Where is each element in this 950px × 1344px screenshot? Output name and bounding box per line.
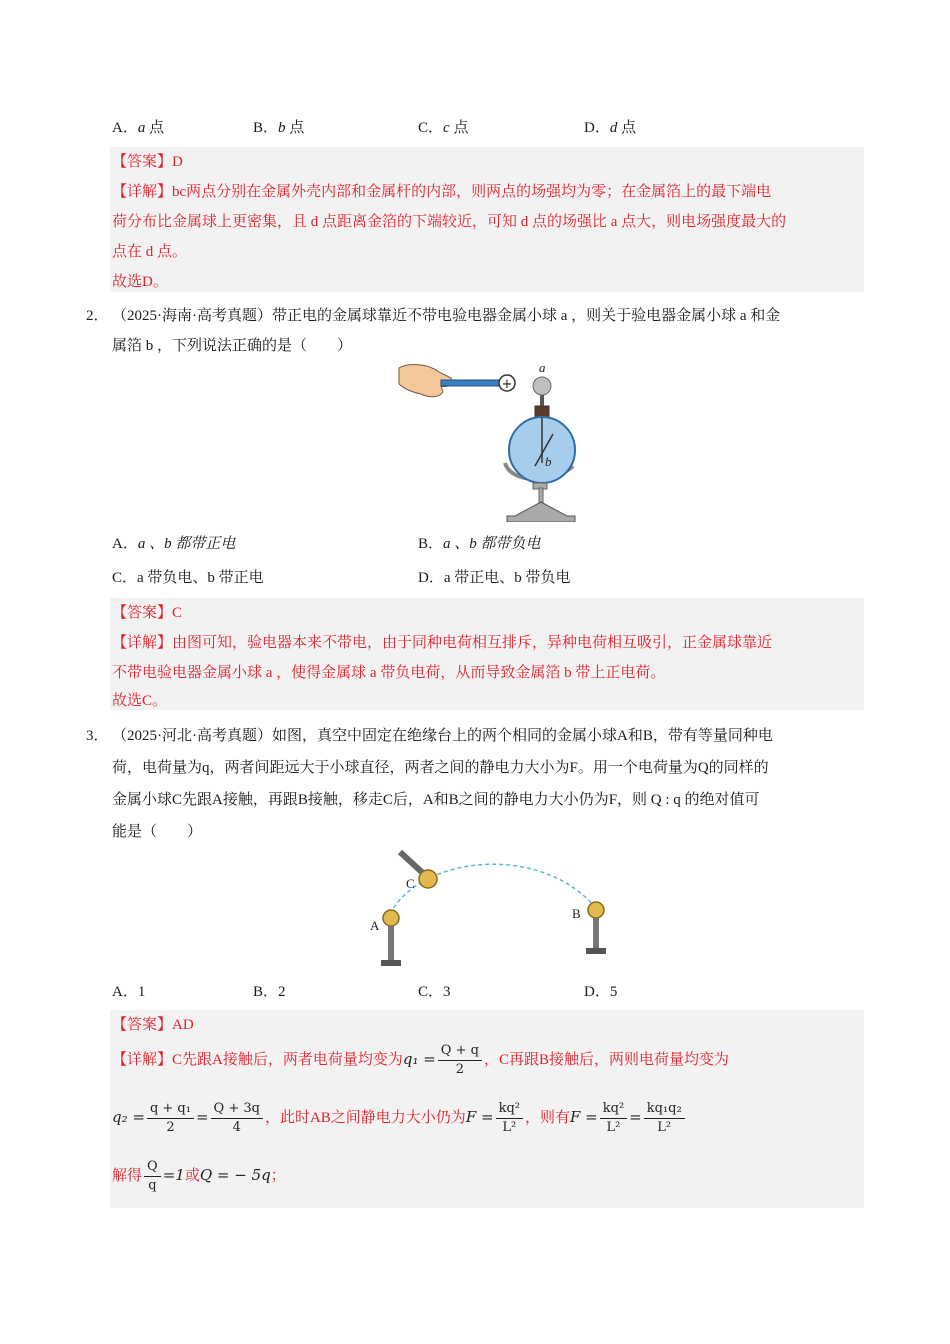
ball-a [383, 910, 399, 926]
base-feet [507, 502, 575, 522]
stand-a-post [388, 926, 394, 960]
q1-option-a[interactable]: A．a 点 [112, 120, 165, 136]
q3-number: 3． [86, 728, 109, 744]
charged-rod [441, 380, 503, 386]
q3-option-b[interactable]: B．2 [253, 984, 286, 1000]
q2-stem-line-2: 属箔 b ，下列说法正确的是（ ） [112, 338, 353, 354]
q3-stem-line-2: 荷，电荷量为q，两者间距远大于小球直径，两者之间的静电力大小为F。用一个电荷量为Q的同样的 [112, 760, 769, 776]
q1-option-c[interactable]: C．c 点 [418, 120, 469, 136]
q3-option-a[interactable]: A．1 [112, 984, 146, 1000]
ball-b [588, 902, 604, 918]
q2-number: 2． [86, 308, 109, 324]
q3-spheres-figure [360, 846, 620, 970]
q1-conclusion: 故选D。 [112, 274, 168, 290]
q2-answer-box [110, 598, 864, 710]
q2-option-c[interactable]: C．a 带负电、b 带正电 [112, 570, 264, 586]
label-a: a [539, 360, 546, 375]
q1-answer: 【答案】D [112, 154, 183, 170]
label-b: B [572, 906, 581, 921]
q2-option-b[interactable]: B．a 、b 都带负电 [418, 536, 541, 552]
q1-options [112, 116, 872, 140]
q3-detail-line-3: 解得 $\frac{Q}{q}$ =1或Q = − 5q； [112, 1159, 286, 1193]
q3-stem-line-1: （2025·河北·高考真题）如图，真空中固定在绝缘台上的两个相同的金属小球A和B，带有等量同种电 [112, 728, 773, 744]
stand-b-post [593, 918, 599, 948]
q2-option-d[interactable]: D．a 带正电、b 带负电 [418, 570, 571, 586]
label-c: C [406, 876, 415, 891]
q1-detail-line-2: 荷分布比金属球上更密集，且 d 点距离金箔的下端较近，可知 d 点的场强比 a 点大，则电场强度最大的 [112, 214, 787, 230]
stand-a-base [381, 960, 401, 966]
q1-option-d[interactable]: D．d 点 [584, 120, 637, 136]
q2-option-a[interactable]: A．a 、b 都带正电 [112, 536, 236, 552]
q2-options-row-1 [112, 532, 872, 556]
stand-b-base [586, 948, 606, 954]
q3-stem-line-4: 能是（ ） [112, 824, 203, 840]
q1-option-b[interactable]: B．b 点 [253, 120, 305, 136]
q3-options [112, 980, 872, 1004]
q2-conclusion: 故选C。 [112, 693, 168, 709]
q3-answer: 【答案】AD [112, 1017, 194, 1033]
q2-electroscope-figure [395, 358, 595, 522]
q3-stem-line-3: 金属小球C先跟A接触，再跟B接触，移走C后，A和B之间的静电力大小仍为F，则 Q : q 的绝对值可 [112, 792, 760, 808]
q2-answer: 【答案】C [112, 605, 183, 621]
label-a: A [370, 918, 380, 933]
ball-c [419, 870, 437, 888]
q3-answer-box [110, 1010, 864, 1208]
q2-options-row-2 [112, 566, 872, 590]
q1-answer-box [110, 147, 864, 292]
q3-option-d[interactable]: D．5 [584, 984, 618, 1000]
electroscope-stem [540, 395, 544, 407]
ball-a [533, 377, 551, 395]
q1-detail-line-1: 【详解】bc两点分别在金属外壳内部和金属杆的内部，则两点的场强均为零；在金属箔上的最下端电 [112, 184, 772, 200]
plus-label: + [501, 377, 513, 392]
label-b: b [545, 454, 552, 469]
q2-detail-line-1: 【详解】由图可知，验电器本来不带电，由于同种电荷相互排斥，异种电荷相互吸引，正金属球靠近 [112, 635, 773, 651]
q2-detail-line-2: 不带电验电器金属小球 a ，使得金属球 a 带负电荷，从而导致金属箔 b 带上正电荷。 [112, 665, 666, 681]
q3-detail-line-2: q₂ = $\frac{\text{q + q₁}}{2}$ = $\frac{Q + 3q}{4}$ ，此时AB之间静电力大小仍为F = $\frac{\text{kq²}}{\text{L²}}$ ，则有F = $\frac{\text{kq²}}{\text{L²}}$ = $\frac{\text{kq₁q₂}}{\text{L²}}$ [112, 1100, 687, 1137]
q3-option-c[interactable]: C．3 [418, 984, 451, 1000]
q1-detail-line-3: 点在 d 点。 [112, 244, 188, 260]
q3-detail-line-1: 【详解】C先跟A接触后，两者电荷量均变为q₁ = $\frac{Q + q}{2}$ ，C再跟B接触后，两则电荷量均变为 [112, 1043, 729, 1077]
q2-stem-line-1: （2025·海南·高考真题）带正电的金属球靠近不带电验电器金属小球 a ，则关于验电器金属小球 a 和金 [112, 308, 781, 324]
